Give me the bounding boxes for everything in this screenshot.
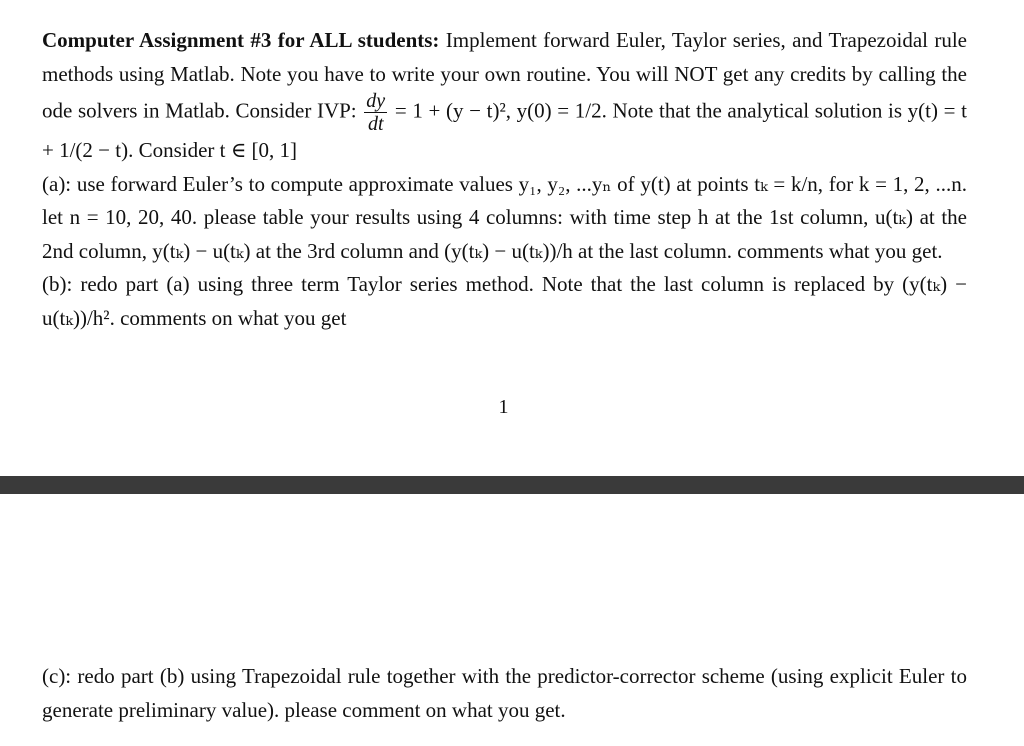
part-b-paragraph: (b): redo part (a) using three term Taylor series method. Note that the last column is replaced by (y(tₖ) − u(tₖ))/h². comments on what you get xyxy=(42,272,967,330)
assignment-heading: Computer Assignment #3 for ALL students: xyxy=(42,28,440,52)
page-number: 1 xyxy=(498,396,509,418)
intro-text-a: Implement forward Euler, Taylor series, and Trapezoidal rule methods using Matlab. Note you have to write your own routine. You will NOT get any credits by calling the ode solvers in Matlab. Consider IVP: xyxy=(42,28,967,123)
fraction-numerator: dy xyxy=(366,90,386,112)
part-a-paragraph: (a): use forward Euler’s to compute approximate values y₁, y₂, ...yₙ of y(t) at points tₖ = k/n, for k = 1, 2, ...n. let n = 10, 20, 40. please table your results using 4 columns: with time step h at the 1st column, u(tₖ) at the 2nd column, y(tₖ) − u(tₖ) at the 3rd column and (y(tₖ) − u(tₖ))/h at the last column. comments what you get. xyxy=(42,171,967,263)
page-2-text xyxy=(42,659,967,727)
derivative-fraction xyxy=(364,91,387,134)
fraction-denominator: dt xyxy=(367,113,384,135)
page-1-text xyxy=(42,24,967,335)
page-divider xyxy=(0,476,1024,494)
intro-text-b: = 1 + (y − t)², y(0) = 1/2. Note that the analytical solution is y(t) = t + 1/(2 − t). Consider t ∈ [0, 1] xyxy=(42,98,967,162)
part-c-paragraph: (c): redo part (b) using Trapezoidal rule together with the predictor-corrector scheme (using explicit Euler to generate preliminary value). please comment on what you get. xyxy=(42,664,967,722)
intro-paragraph xyxy=(42,24,967,168)
